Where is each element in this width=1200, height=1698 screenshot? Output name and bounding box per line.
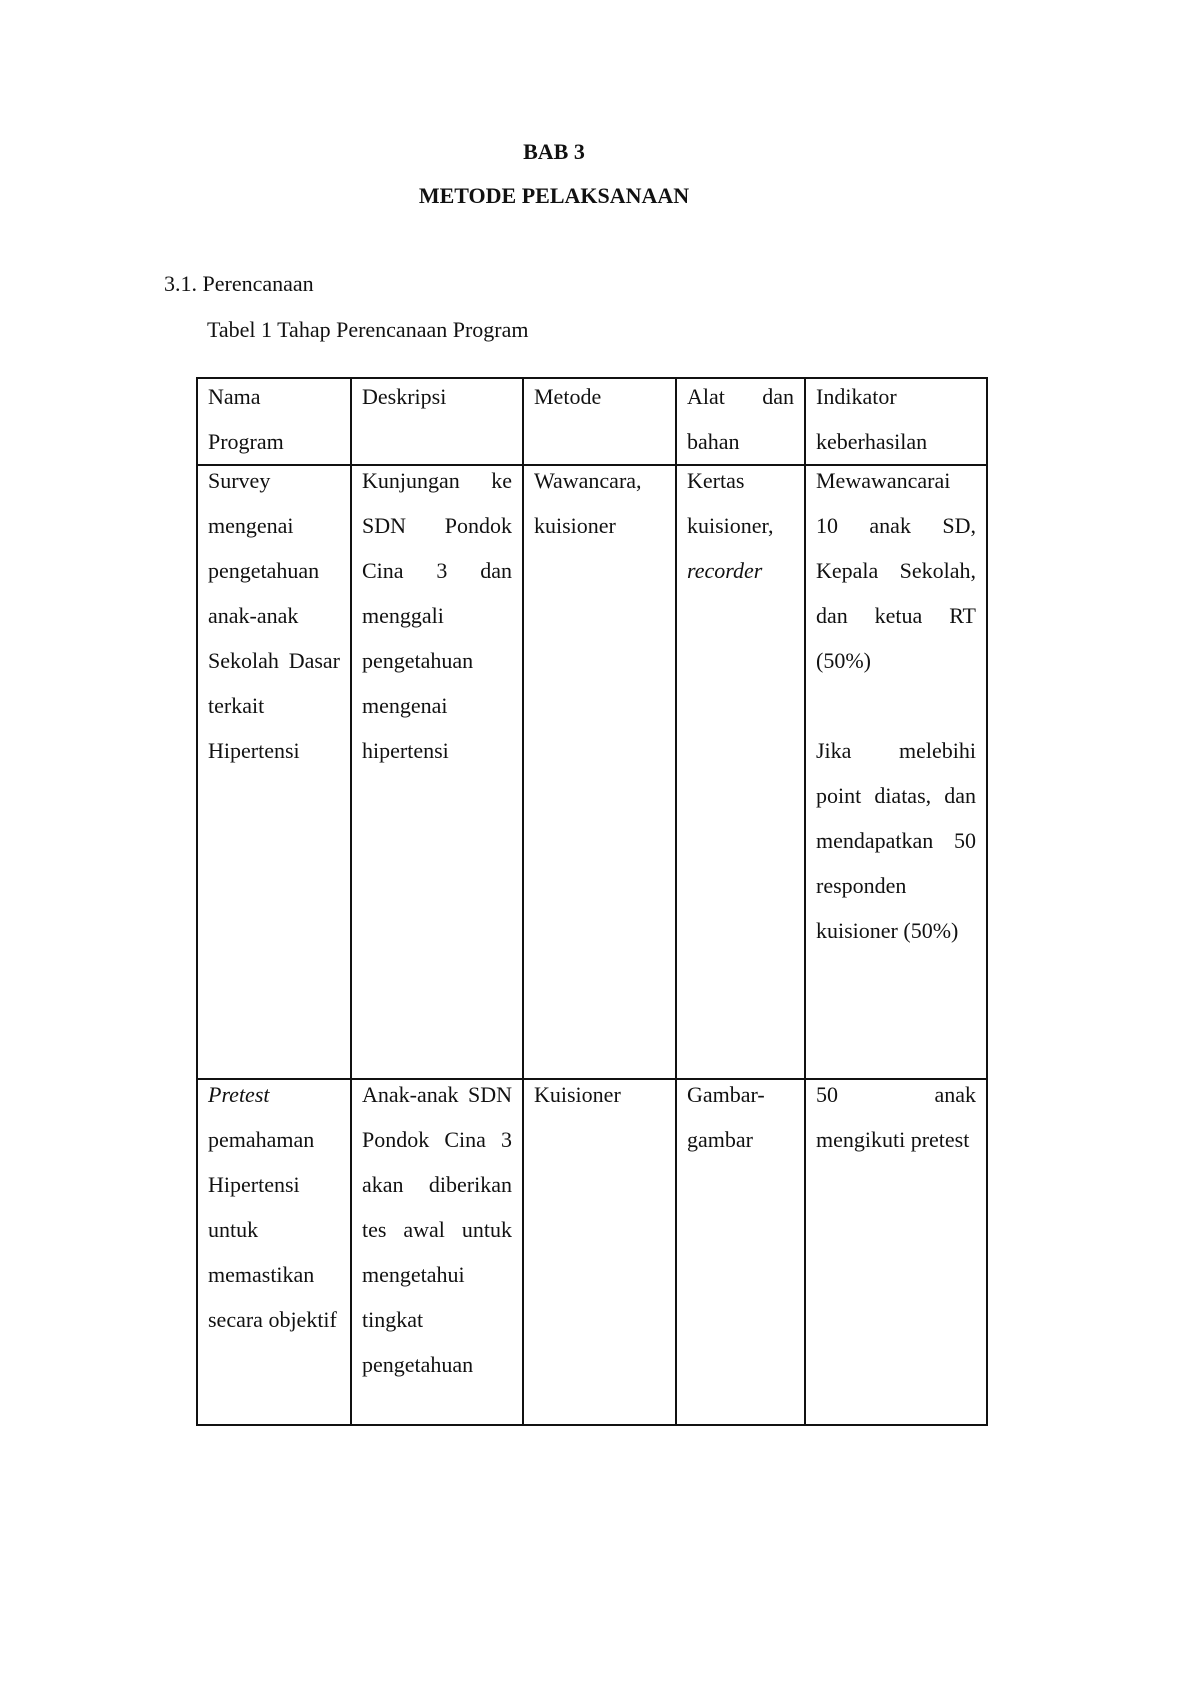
header-nama-program: Nama Program: [208, 384, 284, 454]
table-cell: [351, 1079, 523, 1425]
cell-indikator: 50 anak mengikuti pretest: [816, 1082, 976, 1152]
header-alat-bahan: Alat dan bahan: [687, 384, 794, 454]
table-cell: [523, 1079, 676, 1425]
table-cell: [351, 465, 523, 1079]
cell-indikator: [816, 465, 976, 953]
cell-alat-bahan: Gambar-gambar: [687, 1082, 765, 1152]
table-cell: [197, 465, 351, 1079]
chapter-title: METODE PELAKSANAAN: [418, 183, 690, 208]
paragraph-gap: [816, 683, 976, 728]
cell-nama-program: Survey mengenai pengetahuan anak-anak Sekolah Dasar terkait Hipertensi: [208, 468, 340, 763]
program-planning-table: [196, 377, 988, 1426]
header-cell: [351, 378, 523, 465]
cell-indikator-para-1: Mewawancarai 10 anak SD, Kepala Sekolah, dan ketua RT (50%): [816, 468, 976, 673]
header-cell: [676, 378, 805, 465]
table-cell: [805, 465, 987, 1079]
cell-nama-program-text: pemahaman Hipertensi untuk memastikan secara objektif: [208, 1127, 337, 1332]
header-cell: [197, 378, 351, 465]
cell-alat-bahan-text: Kertas kuisioner,: [687, 468, 774, 538]
table-row: [197, 1079, 987, 1425]
table-caption: Tabel 1 Tahap Perencanaan Program: [207, 317, 529, 342]
header-deskripsi: Deskripsi: [362, 384, 447, 409]
table-row: [197, 465, 987, 1079]
header-indikator: Indikator keberhasilan: [816, 384, 928, 454]
table-cell: [523, 465, 676, 1079]
cell-deskripsi: Anak-anak SDN Pondok Cina 3 akan diberikan tes awal untuk mengetahui tingkat pengetahuan: [362, 1082, 512, 1377]
cell-indikator-para-2: Jika melebihi point diatas, dan mendapatkan 50 responden kuisioner (50%): [816, 738, 976, 943]
cell-alat-bahan-italic: recorder: [687, 558, 763, 583]
table-cell: [805, 1079, 987, 1425]
header-cell: [523, 378, 676, 465]
cell-nama-program: [208, 1079, 340, 1342]
header-metode: Metode: [534, 384, 602, 409]
header-cell: [805, 378, 987, 465]
cell-deskripsi: Kunjungan ke SDN Pondok Cina 3 dan menggali pengetahuan mengenai hipertensi: [362, 468, 512, 763]
cell-nama-program-italic: Pretest: [208, 1082, 270, 1107]
table-header-row: [197, 378, 987, 465]
cell-alat-bahan: [687, 465, 794, 593]
table-cell: [676, 465, 805, 1079]
table-cell: [676, 1079, 805, 1425]
cell-metode: Wawancara, kuisioner: [534, 468, 642, 538]
table-cell: [197, 1079, 351, 1425]
section-heading: 3.1. Perencanaan: [164, 271, 314, 296]
cell-metode: Kuisioner: [534, 1082, 621, 1107]
chapter-number: BAB 3: [523, 139, 585, 164]
